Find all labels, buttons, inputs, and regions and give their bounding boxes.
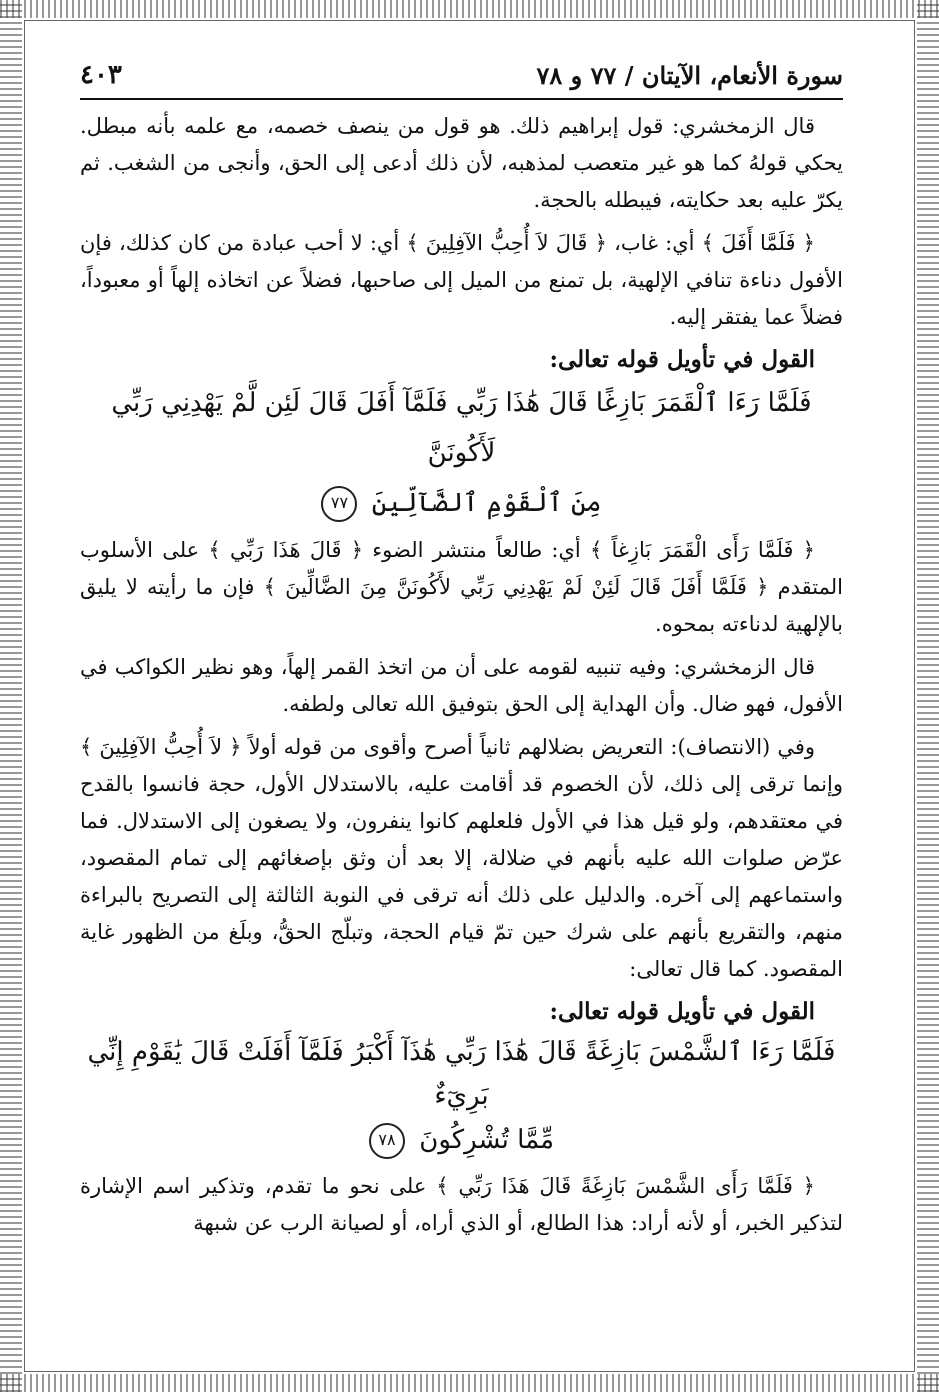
paragraph-4: قال الزمخشري: وفيه تنبيه لقومه على أن من اتخذ القمر إلهاً، وهو نظير الكواكب في الأفول، فهو ضال. وأن الهداية إلى الحق بتوفيق الله تعالى ولطفه. <box>80 655 843 716</box>
section-heading-1: القول في تأويل قوله تعالى: <box>549 346 815 373</box>
ornamental-border-top <box>0 0 939 18</box>
verse-77-line-2 <box>80 478 843 528</box>
verse-78-line-1: فَلَمَّا رَءَا ٱلشَّمْسَ بَازِغَةً قَالَ هَٰذَا رَبِّي هَٰذَآ أَكْبَرُ فَلَمَّآ أَفَلَتْ قَالَ يَٰقَوْمِ إِنِّي بَرِيٓءٌ <box>87 1037 836 1111</box>
page-content <box>80 60 843 1352</box>
surah-title: سورة الأنعام، الآيتان / ٧٧ و ٧٨ <box>536 61 843 90</box>
ornamental-border-right <box>917 0 939 1392</box>
verse-78-line-2 <box>80 1118 843 1162</box>
verse-number-77-marker: ٧٧ <box>321 486 357 522</box>
paragraph-3: ﴿ فَلَمَّا رَأَى الْقَمَرَ بَازِغاً ﴾ أي: طالعاً منتشر الضوء ﴿ قَالَ هَذَا رَبِّي ﴾ على الأسلوب المتقدم ﴿ فَلَمَّا أَفَلَ قَالَ لَئِنْ لَمْ يَهْدِنِي رَبِّي لأَكُونَنَّ مِنَ الضَّالِّينَ ﴾ فإن ما رأيته لا يليق بالإلهية لدناءته بمحوه. <box>80 538 843 636</box>
verse-77-line-1: فَلَمَّا رَءَا ٱلْقَمَرَ بَازِغًا قَالَ هَٰذَا رَبِّي فَلَمَّآ أَفَلَ قَالَ لَئِن لَّمْ يَهْدِنِي رَبِّي لَأَكُونَنَّ <box>111 388 812 468</box>
paragraph-5: وفي (الانتصاف): التعريض بضلالهم ثانياً أصرح وأقوى من قوله أولاً ﴿ لاَ أُحِبُّ الآفِلِينَ ﴾ وإنما ترقى إلى ذلك، لأن الخصوم قد أقامت عليه، بالاستدلال الأول، حجة فانسوا بالقدح في معتقدهم، ولو قيل هذا في الأول فلعلهم كانوا ينفرون، ولا يصغون إلى الاستدلال. فما عرّض صلوات الله عليه بأنهم في ضلالة، إلا بعد أن وثق بإصغائهم إلى تمام المقصود، واستماعهم إلى آخره. والدليل على ذلك أنه ترقى في النوبة الثالثة إلى التصريح بالبراءة منهم، والتقريع بأنهم على شرك حين تمّ قيام الحجة، وتبلّج الحقُّ، وبلَغ من الظهور غاية المقصود. كما قال تعالى: <box>80 735 843 981</box>
verse-78-line-2-text: مِّمَّا تُشْرِكُونَ <box>419 1125 555 1155</box>
ornamental-border-left <box>0 0 22 1392</box>
section-heading-2: القول في تأويل قوله تعالى: <box>549 998 815 1025</box>
paragraph-1: قال الزمخشري: قول إبراهيم ذلك. هو قول من ينصف خصمه، مع علمه بأنه مبطل. يحكي قولهُ كما هو غير متعصب لمذهبه، لأن ذلك أدعى إلى الحق، وأنجى من الشغب. ثم يكرّ عليه بعد حكايته، فيبطله بالحجة. <box>80 114 843 212</box>
paragraph-6: ﴿ فَلَمَّا رَأَى الشَّمْسَ بَازِغَةً قَالَ هَذَا رَبِّي ﴾ على نحو ما تقدم، وتذكير اسم الإشارة لتذكير الخبر، أو لأنه أراد: هذا الطالع، أو الذي أراه، أو لصيانة الرب عن شبهة <box>80 1174 843 1235</box>
verse-77-line-2-text: مِنَ ٱلْقَوْمِ ٱلضَّآلِّينَ <box>371 488 602 518</box>
running-header <box>80 60 843 100</box>
ornamental-border-bottom <box>0 1374 939 1392</box>
paragraph-2: ﴿ فَلَمَّا أَفَلَ ﴾ أي: غاب، ﴿ قَالَ لاَ أُحِبُّ الآفِلِينَ ﴾ أي: لا أحب عبادة من كان كذلك، فإن الأفول دناءة تنافي الإلهية، بل تمنع من الميل إلى صاحبها، فضلاً عن اتخاذه إلهاً أو معبوداً، فضلاً عما يفتقر إليه. <box>80 231 843 329</box>
page-number: ٤٠٣ <box>80 60 122 90</box>
verse-number-78-marker: ٧٨ <box>369 1123 405 1159</box>
